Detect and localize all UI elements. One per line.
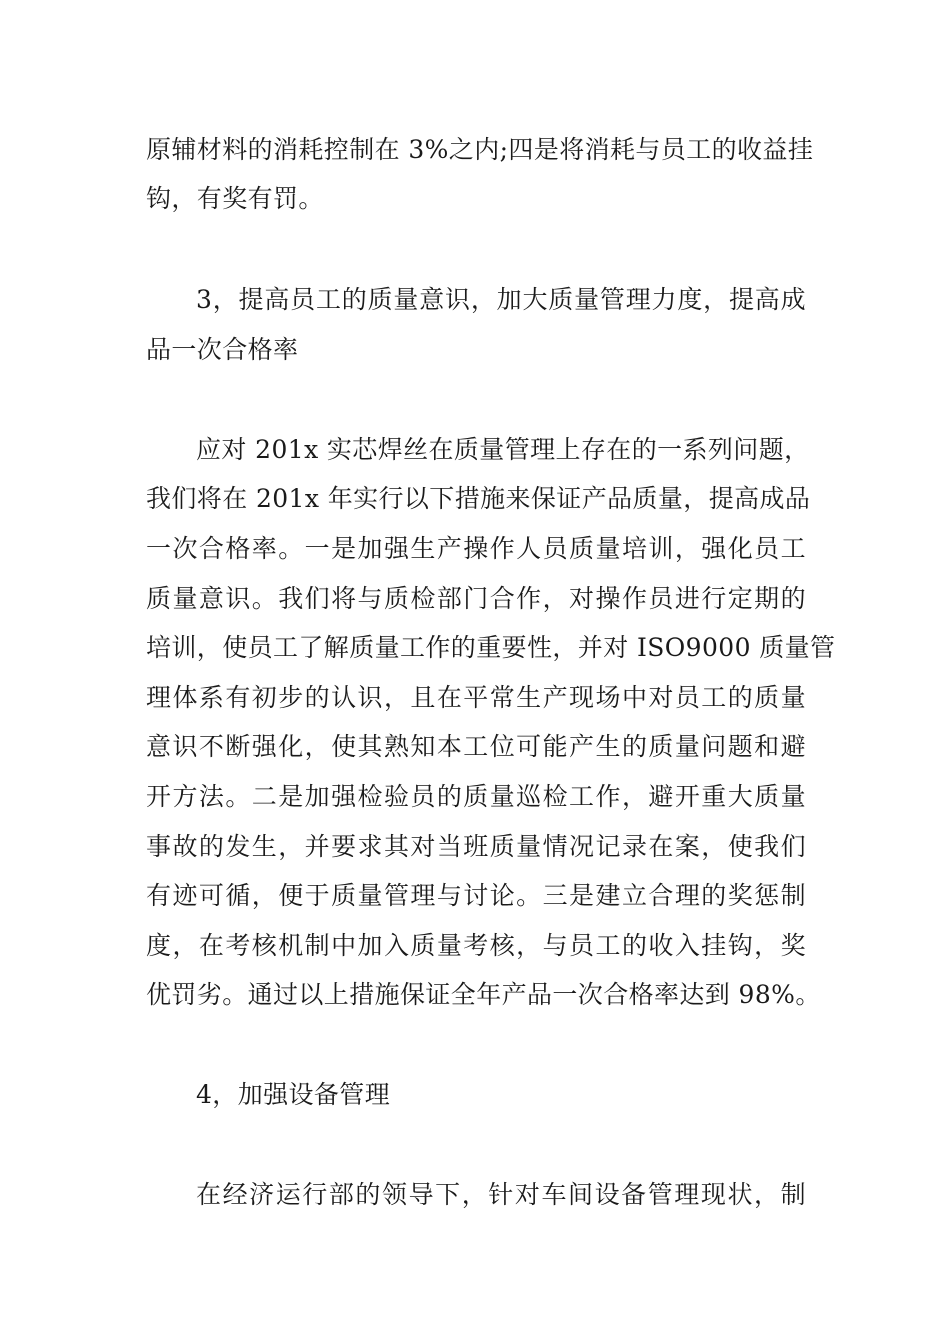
section-heading-line: 品一次合格率 (146, 335, 299, 364)
paragraph-line: 意识不断强化，使其熟知本工位可能产生的质量问题和避 (146, 732, 806, 761)
paragraph-line: 原辅材料的消耗控制在 3%之内;四是将消耗与员工的收益挂 (146, 135, 814, 164)
section-heading-line: 3，提高员工的质量意识，加大质量管理力度，提高成 (196, 285, 806, 314)
paragraph-line: 一次合格率。一是加强生产操作人员质量培训，强化员工 (146, 534, 806, 563)
paragraph-line: 钩，有奖有罚。 (146, 184, 324, 213)
paragraph-line: 我们将在 201x 年实行以下措施来保证产品质量，提高成品 (146, 484, 811, 513)
paragraph-line: 在经济运行部的领导下，针对车间设备管理现状，制 (196, 1180, 806, 1209)
paragraph-line: 事故的发生，并要求其对当班质量情况记录在案，使我们 (146, 832, 806, 861)
paragraph-line: 开方法。二是加强检验员的质量巡检工作，避开重大质量 (146, 782, 806, 811)
paragraph-line: 度，在考核机制中加入质量考核，与员工的收入挂钩，奖 (146, 931, 806, 960)
paragraph-line: 理体系有初步的认识，且在平常生产现场中对员工的质量 (146, 683, 806, 712)
paragraph-line: 优罚劣。通过以上措施保证全年产品一次合格率达到 98%。 (146, 980, 821, 1009)
section-heading-line: 4，加强设备管理 (196, 1080, 391, 1109)
paragraph-line: 质量意识。我们将与质检部门合作，对操作员进行定期的 (146, 584, 806, 613)
paragraph-line: 应对 201x 实芯焊丝在质量管理上存在的一系列问题， (196, 435, 810, 464)
paragraph-line: 有迹可循，便于质量管理与讨论。三是建立合理的奖惩制 (146, 881, 806, 910)
paragraph-line: 培训，使员工了解质量工作的重要性，并对 ISO9000 质量管 (146, 633, 836, 662)
